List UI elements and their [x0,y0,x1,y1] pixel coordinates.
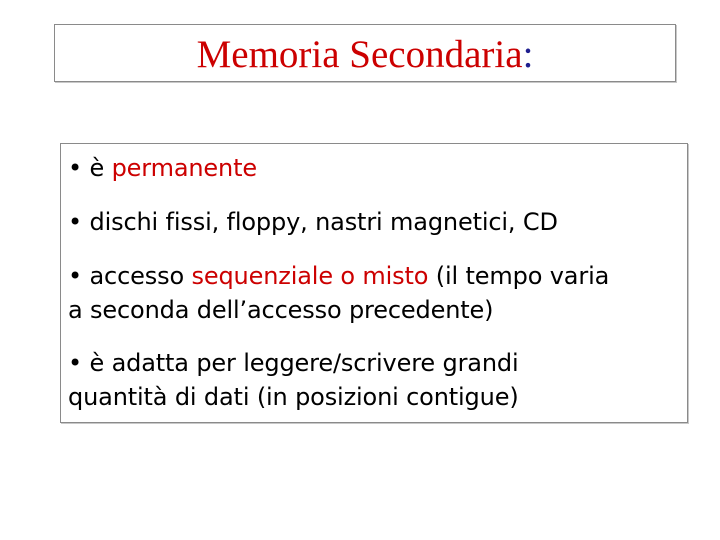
bullet-text-cont: (il tempo varia [428,262,610,290]
bullet-text: è adatta per leggere/scrivere grandi [82,349,519,377]
bullet-text-line2: quantità di dati (in posizioni contigue) [68,383,519,411]
bullet-highlight: sequenziale o misto [191,262,429,290]
bullet-supporti [68,205,680,239]
bullet-mark: • [68,262,83,290]
bullet-accesso [68,259,680,327]
bullet-mark: • [68,349,83,377]
bullet-adatta [68,346,680,414]
slide-title-colon: : [522,32,534,76]
slide-title-text: Memoria Secondaria [196,32,523,76]
content-box [60,143,688,423]
bullet-mark: • [68,154,83,182]
bullet-text-line2: a seconda dell’accesso precedente) [68,296,494,324]
bullet-highlight: permanente [111,154,257,182]
bullet-mark: • [68,208,83,236]
bullet-text: accesso [82,262,192,290]
bullet-text: dischi fissi, floppy, nastri magnetici, CD [82,208,558,236]
bullet-permanente [68,151,680,185]
slide-title [196,32,534,76]
bullet-text: è [82,154,112,182]
title-box [54,24,676,82]
